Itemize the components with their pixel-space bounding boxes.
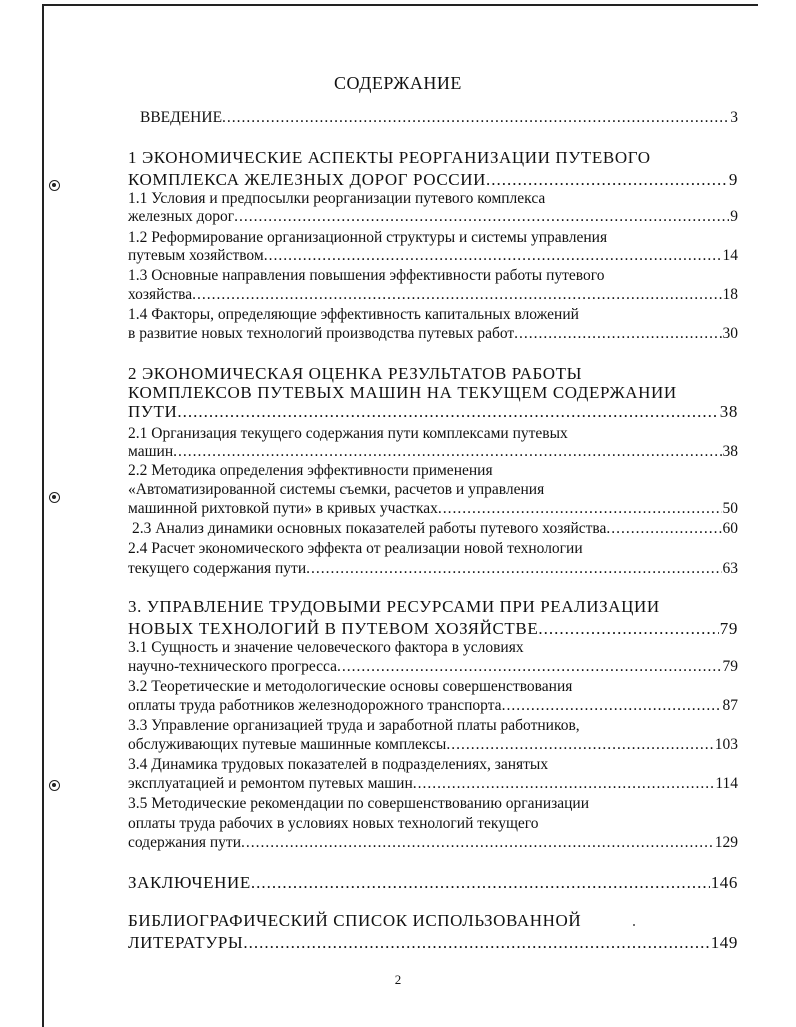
toc-chapter-2-line1: 2 ЭКОНОМИЧЕСКАЯ ОЦЕНКА РЕЗУЛЬТАТОВ РАБОТЫ <box>128 364 583 383</box>
toc-entry-bibliography: ЛИТЕРАТУРЫ ..... 149 <box>128 933 738 953</box>
toc-section-3-3-line1: 3.3 Управление организацией труда и заработной платы работников, <box>128 717 580 734</box>
toc-section-3-1-line1: 3.1 Сущность и значение человеческого фактора в условиях <box>128 639 524 656</box>
toc-chapter-3-line1: 3. УПРАВЛЕНИЕ ТРУДОВЫМИ РЕСУРСАМИ ПРИ РЕАЛИЗАЦИИ <box>128 597 660 616</box>
toc-chapter-3: НОВЫХ ТЕХНОЛОГИЙ В ПУТЕВОМ ХОЗЯЙСТВЕ ..... 79 <box>128 619 738 639</box>
page-title: СОДЕРЖАНИЕ <box>334 73 462 93</box>
toc-section-2-2: машинной рихтовкой пути» в кривых участках ..... 50 <box>128 500 738 518</box>
toc-section-3-2: оплаты труда работников железнодорожного транспорта ..... 87 <box>128 697 738 715</box>
toc-section-2-2-line1: 2.2 Методика определения эффективности применения <box>128 462 493 479</box>
toc-chapter-2: ПУТИ ..... 38 <box>128 402 738 422</box>
punch-hole-icon <box>49 180 60 191</box>
page-border-top <box>42 4 758 6</box>
toc-section-2-1-line1: 2.1 Организация текущего содержания пути комплексами путевых <box>128 425 568 442</box>
toc-section-1-4: в развитие новых технологий производства путевых работ ..... 30 <box>128 325 738 343</box>
toc-section-2-2-line2: «Автоматизированной системы съемки, расчетов и управления <box>128 481 545 498</box>
toc-section-2-1: машин ..... 38 <box>128 443 738 461</box>
toc-chapter-1: КОМПЛЕКСА ЖЕЛЕЗНЫХ ДОРОГ РОССИИ ..... 9 <box>128 170 738 190</box>
toc-section-3-4-line1: 3.4 Динамика трудовых показателей в подразделениях, занятых <box>128 756 549 773</box>
toc-section-1-2-line1: 1.2 Реформирование организационной структуры и системы управления <box>128 229 608 246</box>
punch-hole-icon <box>49 492 60 503</box>
toc-section-3-3: обслуживающих путевые машинные комплексы ..... 103 <box>128 736 738 754</box>
toc-section-2-4: текущего содержания пути ..... 63 <box>128 560 738 578</box>
toc-chapter-1-line1: 1 ЭКОНОМИЧЕСКИЕ АСПЕКТЫ РЕОРГАНИЗАЦИИ ПУТЕВОГО <box>128 148 651 167</box>
toc-bibliography-line1: БИБЛИОГРАФИЧЕСКИЙ СПИСОК ИСПОЛЬЗОВАННОЙ <box>128 911 582 930</box>
toc-section-1-1-line1: 1.1 Условия и предпосылки реорганизации путевого комплекса <box>128 190 546 207</box>
toc-section-3-4: эксплуатацией и ремонтом путевых машин ..... 114 <box>128 775 738 793</box>
toc-section-2-4-line1: 2.4 Расчет экономического эффекта от реализации новой технологии <box>128 540 583 557</box>
toc-section-1-2: путевым хозяйством ..... 14 <box>128 247 738 265</box>
toc-section-1-1: железных дорог ..... 9 <box>128 208 738 226</box>
page-border-left <box>42 4 44 1027</box>
toc-section-3-5-line1: 3.5 Методические рекомендации по совершенствованию организации <box>128 795 590 812</box>
page-number: 2 <box>394 972 402 987</box>
toc-chapter-2-line2: КОМПЛЕКСОВ ПУТЕВЫХ МАШИН НА ТЕКУЩЕМ СОДЕРЖАНИИ <box>128 383 677 402</box>
toc-section-2-3: 2.3 Анализ динамики основных показателей работы путевого хозяйства ..... 60 <box>132 520 738 538</box>
toc-section-3-1: научно-технического прогресса ..... 79 <box>128 658 738 676</box>
punch-hole-icon <box>49 780 60 791</box>
toc-section-1-3-line1: 1.3 Основные направления повышения эффективности работы путевого <box>128 267 605 284</box>
toc-section-3-5: содержания пути ..... 129 <box>128 834 738 852</box>
toc-entry-conclusion: ЗАКЛЮЧЕНИЕ ..... 146 <box>128 873 738 893</box>
toc-section-3-2-line1: 3.2 Теоретические и методологические основы совершенствования <box>128 678 573 695</box>
toc-section-3-5-line2: оплаты труда рабочих в условиях новых технологий текущего <box>128 815 539 832</box>
toc-section-1-3: хозяйства ..... 18 <box>128 286 738 304</box>
toc-section-1-4-line1: 1.4 Факторы, определяющие эффективность капитальных вложений <box>128 306 579 323</box>
toc-entry-intro: ВВЕДЕНИЕ ..... 3 <box>140 109 738 127</box>
